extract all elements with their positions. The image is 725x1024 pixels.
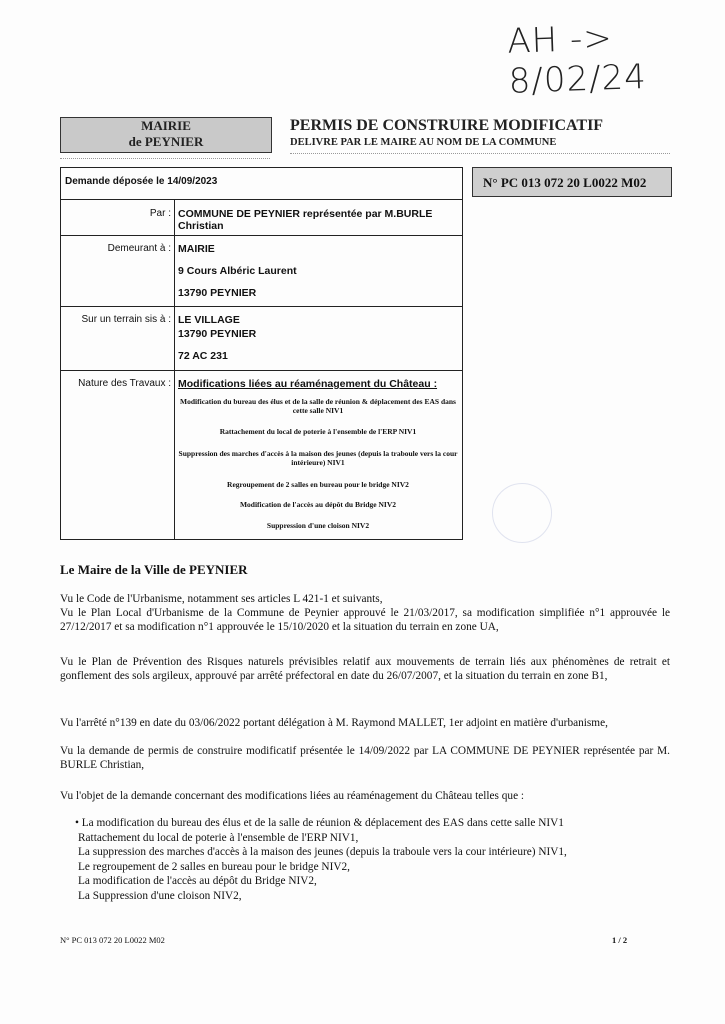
footer-reference: N° PC 013 072 20 L0022 M02: [60, 935, 165, 945]
table-row-separator: [61, 235, 462, 236]
faint-stamp: [492, 483, 552, 543]
paragraph-code-urbanisme: Vu le Code de l'Urbanisme, notamment ses articles L 421-1 et suivants,: [60, 593, 383, 605]
document-title: PERMIS DE CONSTRUIRE MODIFICATIF: [290, 117, 604, 134]
table-row-separator: [61, 306, 462, 307]
body-heading: Le Maire de la Ville de PEYNIER: [60, 562, 248, 577]
par-value: COMMUNE DE PEYNIER représentée par M.BURLE Christian: [178, 208, 433, 232]
divider: [290, 153, 670, 154]
list-item: • La modification du bureau des élus et de la salle de réunion & déplacement des EAS dans cette salle NIV1: [75, 817, 564, 829]
work-item-3: Suppression des marches d'accès à la maison des jeunes (depuis la traboule vers la cour intérieure) NIV1: [178, 449, 458, 467]
demeurant-line1: MAIRIE: [178, 243, 215, 255]
paragraph-demande: Vu la demande de permis de construire modificatif présentée le 14/09/2022 par LA COMMUNE DE PEYNIER représentée par M. BURLE Christian,: [60, 745, 670, 771]
paragraph-pprn: Vu le Plan de Prévention des Risques naturels prévisibles relatif aux mouvements de terrain liés aux phénomènes de retrait et gonflement des sols argileux, approuvé par arrêté préfectoral en date du 26/07/2007, et la situation du terrain en zone B1,: [60, 656, 670, 682]
work-item-5: Modification de l'accès au dépôt du Bridge NIV2: [239, 500, 397, 509]
paragraph-objet: Vu l'objet de la demande concernant des modifications liées au réaménagement du Château telles que :: [60, 790, 525, 802]
mairie-box: [60, 117, 272, 153]
work-item-2: Rattachement du local de poterie à l'ensemble de l'ERP NIV1: [219, 427, 417, 436]
page-number: 1 / 2: [612, 935, 628, 945]
demeurant-line2: 9 Cours Albéric Laurent: [178, 265, 297, 277]
paragraph-delegation: Vu l'arrêté n°139 en date du 03/06/2022 portant délégation à M. Raymond MALLET, 1er adjoint en matière d'urbanisme,: [60, 717, 608, 729]
list-item: Le regroupement de 2 salles en bureau pour le bridge NIV2,: [78, 860, 350, 873]
list-item: La Suppression d'une cloison NIV2,: [78, 889, 242, 902]
paragraph-plu: Vu le Plan Local d'Urbanisme de la Commune de Peynier approuvé le 21/03/2017, sa modification simplifiée n°1 approuvée le 27/12/2017 et sa modification n°1 approuvée le 15/10/2020 et la situation du terrain en zone UA,: [60, 607, 670, 633]
list-item: La modification de l'accès au dépôt du Bridge NIV2,: [78, 875, 317, 887]
table-row-separator: [61, 370, 462, 371]
table-row-separator: [61, 199, 462, 200]
work-item-6: Suppression d'une cloison NIV2: [266, 521, 370, 530]
work-item-1: Modification du bureau des élus et de la salle de réunion & déplacement des EAS dans cette salle NIV1: [180, 397, 456, 415]
terrain-line2: 13790 PEYNIER: [178, 328, 257, 340]
nature-label: Nature des Travaux :: [78, 378, 171, 389]
list-item: Rattachement du local de poterie à l'ensemble de l'ERP NIV1,: [78, 831, 359, 844]
terrain-label: Sur un terrain sis à :: [81, 314, 171, 325]
par-label: Par :: [149, 208, 171, 219]
demeurant-label: Demeurant à :: [107, 243, 171, 254]
work-item-4: Regroupement de 2 salles en bureau pour le bridge NIV2: [227, 480, 409, 489]
table-column-separator: [174, 199, 175, 539]
divider: [60, 158, 270, 159]
demeurant-line3: 13790 PEYNIER: [178, 287, 257, 299]
nature-title: Modifications liées au réaménagement du Château :: [178, 378, 438, 390]
permit-number-box: N° PC 013 072 20 L0022 M02: [472, 167, 672, 197]
terrain-line3: 72 AC 231: [178, 350, 228, 362]
handwritten-annotation: AH -> 8/02/24: [506, 18, 648, 102]
mairie-line1: MAIRIE: [141, 118, 191, 133]
list-item: La suppression des marches d'accès à la maison des jeunes (depuis la traboule vers la cour intérieure) NIV1,: [78, 846, 567, 858]
demande-date: Demande déposée le 14/09/2023: [65, 176, 218, 187]
document-subtitle: DELIVRE PAR LE MAIRE AU NOM DE LA COMMUNE: [290, 137, 557, 148]
terrain-line1: LE VILLAGE: [178, 314, 240, 326]
works-list: [75, 816, 567, 903]
mairie-line2: de PEYNIER: [128, 134, 204, 149]
request-table: [60, 167, 463, 540]
